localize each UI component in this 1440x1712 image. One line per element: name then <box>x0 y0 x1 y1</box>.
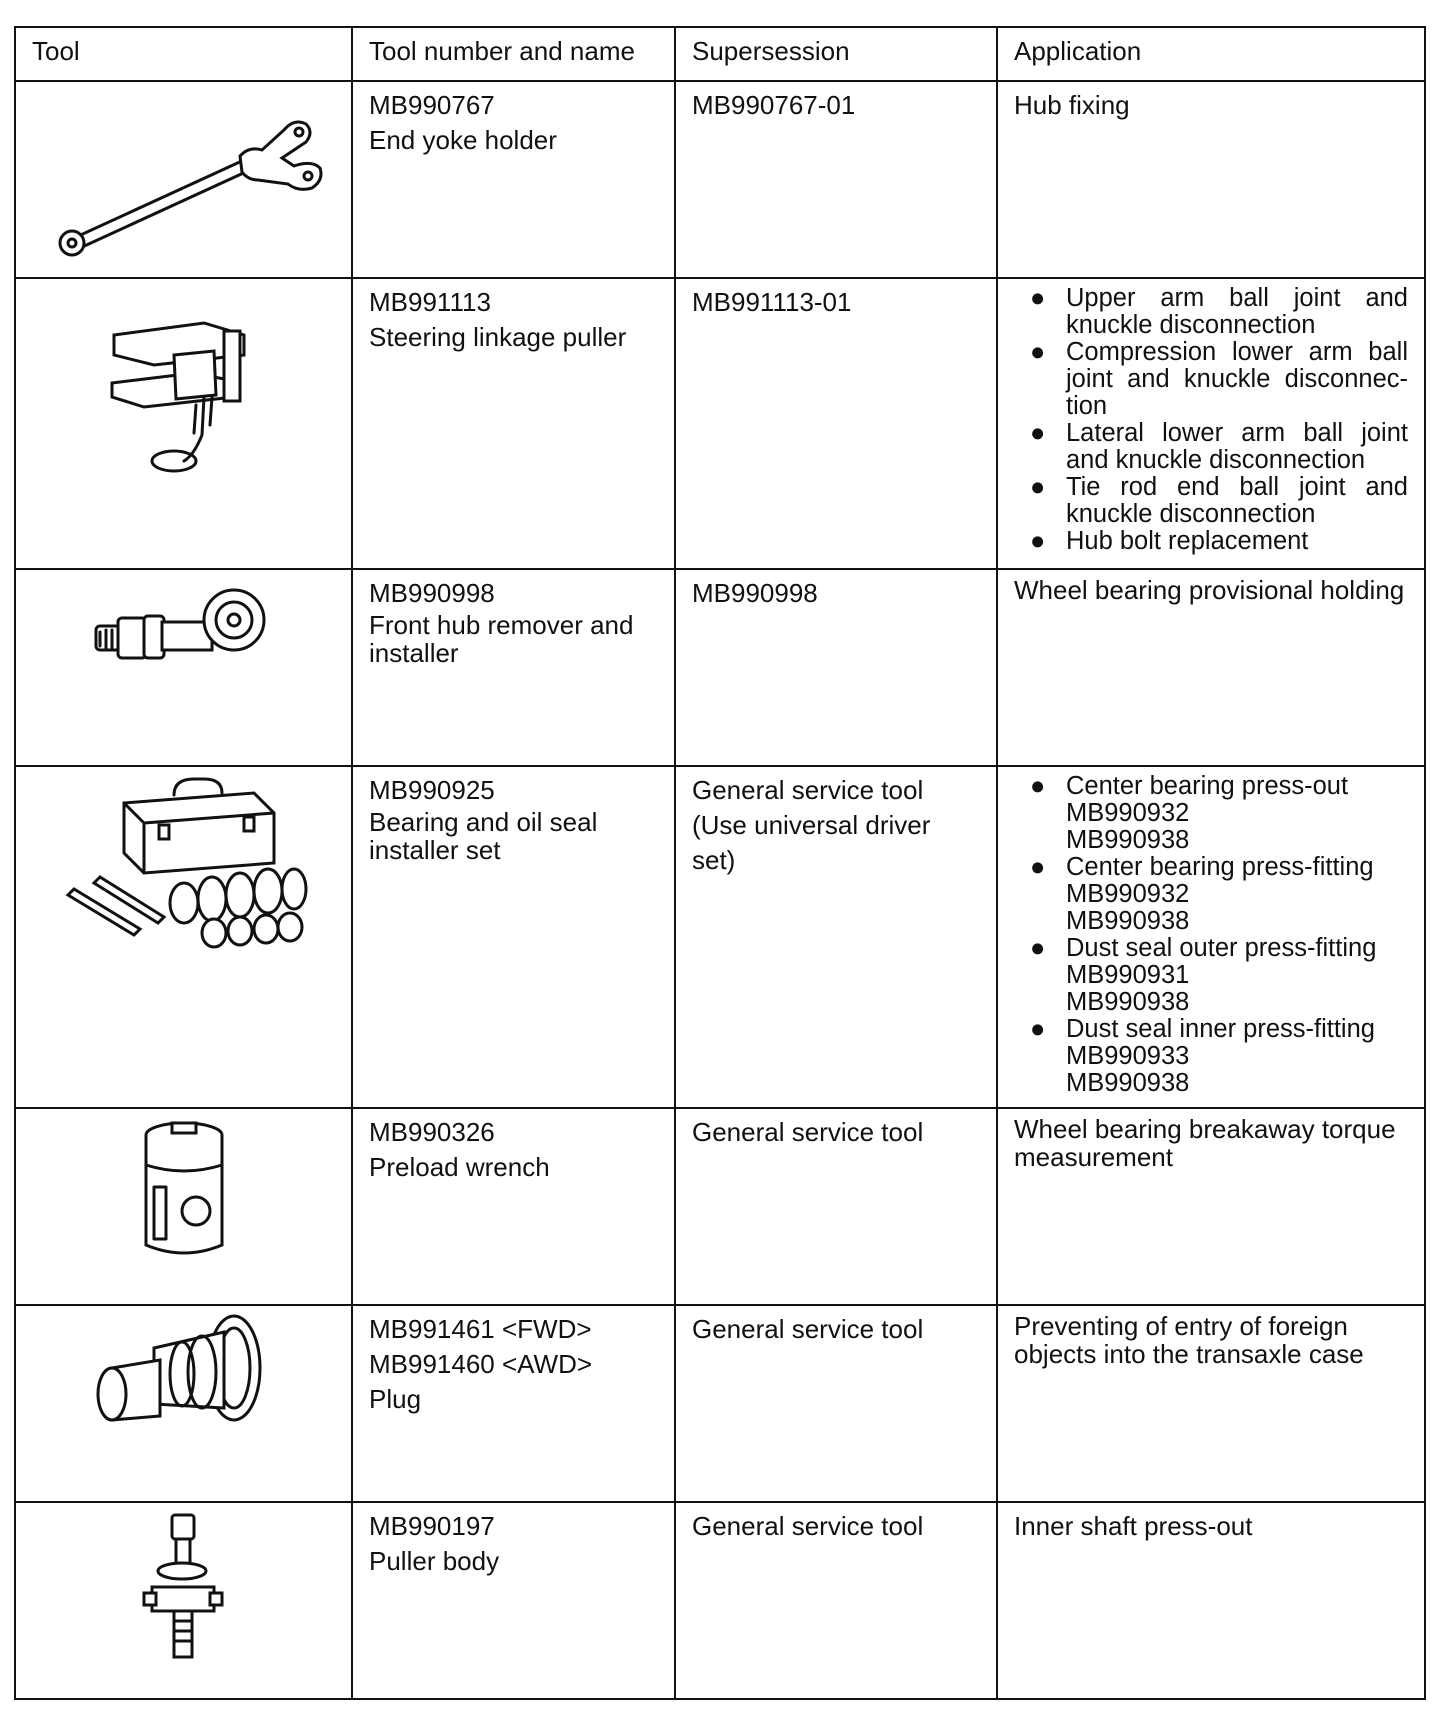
tool-name: Puller body <box>369 1546 500 1576</box>
application-cell <box>997 278 1425 569</box>
front-hub-remover-illustration <box>84 576 284 676</box>
preload-wrench-illustration <box>124 1115 244 1265</box>
application-text: Wheel bearing breakaway torque measurement <box>1014 1114 1396 1173</box>
supersession-cell <box>675 766 997 1108</box>
application-item: ● Hub bolt replacement <box>1030 526 1309 555</box>
application-cell <box>997 1502 1425 1699</box>
tool-number: MB990998 <box>369 578 495 609</box>
supersession-value: General service tool <box>692 1511 924 1541</box>
tool-image-cell <box>15 569 352 766</box>
tool-image-cell <box>15 1502 352 1699</box>
application-item: ● Center bearing press-fitting MB990932 MB990938 <box>1030 853 1374 936</box>
puller-body-illustration <box>134 1509 234 1669</box>
supersession-cell <box>675 1305 997 1502</box>
application-cell <box>997 766 1425 1108</box>
tool-image-cell <box>15 1108 352 1305</box>
tool-number-name-cell <box>352 1502 675 1699</box>
tool-name: Steering linkage puller <box>369 321 627 352</box>
header-supersession: Supersession <box>675 27 997 81</box>
special-tools-table <box>14 26 1426 1700</box>
tool-name: Bearing and oil seal installer set <box>369 807 598 866</box>
tool-number-name-cell <box>352 569 675 766</box>
application-item: ● Center bearing press-out MB990932 MB990938 <box>1030 772 1349 855</box>
tool-number-name-cell <box>352 1108 675 1305</box>
header-application: Application <box>997 27 1425 81</box>
steering-linkage-puller-illustration <box>84 285 284 485</box>
tool-name: Front hub remover and installer <box>369 610 634 669</box>
supersession-value: General service tool <box>692 775 924 806</box>
application-cell <box>997 569 1425 766</box>
table-header-row <box>15 27 1425 81</box>
tool-number: MB990767 <box>369 90 495 120</box>
end-yoke-holder-illustration <box>44 88 324 268</box>
tool-image-cell <box>15 278 352 569</box>
application-text: Inner shaft press-out <box>1014 1511 1253 1541</box>
bearing-installer-set-illustration <box>54 773 314 953</box>
supersession-cell <box>675 1502 997 1699</box>
supersession-value: MB990767-01 <box>692 90 856 120</box>
tool-number: MB990326 <box>369 1117 495 1148</box>
tool-name: End yoke holder <box>369 125 557 155</box>
supersession-cell <box>675 569 997 766</box>
application-item: ● Lateral lower arm ball joint and knuckle disconnection <box>1030 418 1408 474</box>
application-item: ● Dust seal inner press-fitting MB990933 MB990938 <box>1030 1015 1375 1098</box>
application-item: ● Upper arm ball joint and knuckle disconnection <box>1030 283 1408 339</box>
tool-number-awd: MB991460 <AWD> <box>369 1349 593 1380</box>
supersession-value: MB990998 <box>692 578 818 609</box>
table-row <box>15 1108 1425 1305</box>
supersession-value: MB991113-01 <box>692 286 852 317</box>
tool-image-cell <box>15 766 352 1108</box>
tool-number-name-cell <box>352 278 675 569</box>
application-text: Wheel bearing provisional holding <box>1014 575 1405 606</box>
table-row <box>15 766 1425 1108</box>
tool-number: MB991113 <box>369 286 491 317</box>
tool-number: MB990197 <box>369 1511 495 1541</box>
application-cell <box>997 1305 1425 1502</box>
table-row <box>15 569 1425 766</box>
application-item: ● Compression lower arm ball joint and knuckle disconnec-tion <box>1030 337 1408 420</box>
supersession-cell <box>675 278 997 569</box>
supersession-cell <box>675 81 997 278</box>
application-text: Hub fixing <box>1014 90 1130 120</box>
tool-name: Preload wrench <box>369 1152 550 1183</box>
tool-number: MB990925 <box>369 775 495 806</box>
header-tool: Tool <box>15 27 352 81</box>
application-item: ● Tie rod end ball joint and knuckle disconnection <box>1030 472 1408 528</box>
tool-name: Plug <box>369 1384 422 1415</box>
tool-number-fwd: MB991461 <FWD> <box>369 1314 592 1345</box>
supersession-note: (Use universal driver set) <box>692 810 931 876</box>
supersession-value: General service tool <box>692 1117 924 1148</box>
application-list <box>1014 285 1408 555</box>
table-row <box>15 278 1425 569</box>
application-cell <box>997 81 1425 278</box>
supersession-value: General service tool <box>692 1314 924 1345</box>
table-row <box>15 1502 1425 1699</box>
tool-number-name-cell <box>352 1305 675 1502</box>
application-text: Preventing of entry of foreign objects into the transaxle case <box>1014 1311 1364 1370</box>
application-list <box>1014 773 1408 1097</box>
tool-number-name-cell <box>352 81 675 278</box>
header-tool-number-name: Tool number and name <box>352 27 675 81</box>
tool-image-cell <box>15 1305 352 1502</box>
tool-number-name-cell <box>352 766 675 1108</box>
application-item: ● Dust seal outer press-fitting MB990931 MB990938 <box>1030 934 1377 1017</box>
tool-image-cell <box>15 81 352 278</box>
table-row <box>15 81 1425 278</box>
supersession-cell <box>675 1108 997 1305</box>
table-row <box>15 1305 1425 1502</box>
plug-illustration <box>94 1312 274 1442</box>
application-cell <box>997 1108 1425 1305</box>
